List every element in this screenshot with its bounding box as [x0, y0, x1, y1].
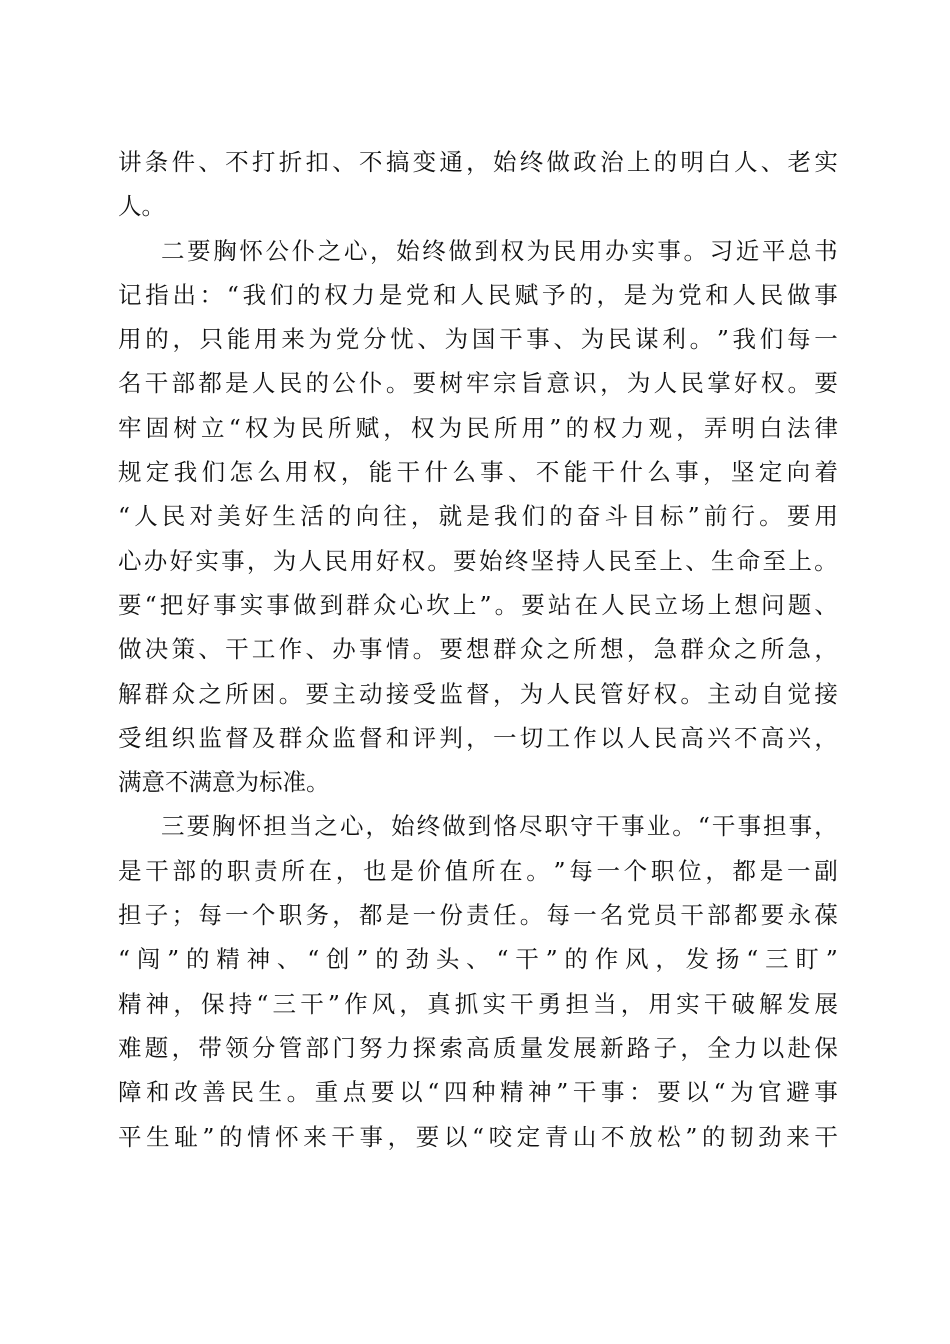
text-line: 满意不满意为标准。 — [118, 768, 330, 797]
text-line: 受 组 织 监 督 及 群 众 监 督 和 评 判 ， 一 切 工 作 以 人 民 高 兴 不 高 兴 ， — [118, 723, 838, 752]
document-body — [118, 140, 838, 1159]
text-line: 人。 — [118, 192, 165, 221]
text-line: 用 的 ， 只 能 用 来 为 党 分 忧 、 为 国 干 事 、 为 民 谋 利 。 ” 我 们 每 一 — [118, 325, 838, 354]
text-line: 二 要 胸 怀 公 仆 之 心 ， 始 终 做 到 权 为 民 用 办 实 事 。 习 近 平 总 书 — [161, 236, 838, 265]
text-line: 心 办 好 实 事 ， 为 人 民 用 好 权 。 要 始 终 坚 持 人 民 至 上 、 生 命 至 上 。 — [118, 546, 838, 575]
text-line: 精 神 ， 保 持 “ 三 干 ” 作 风 ， 真 抓 实 干 勇 担 当 ， 用 实 干 破 解 发 展 — [118, 989, 838, 1018]
text-line: 是 干 部 的 职 责 所 在 ， 也 是 价 值 所 在 。 ” 每 一 个 职 位 ， 都 是 一 副 — [118, 856, 838, 885]
text-line: “ 人 民 对 美 好 生 活 的 向 往 ， 就 是 我 们 的 奋 斗 目 标 ” 前 行 。 要 用 — [118, 502, 838, 531]
text-line: 平 生 耻 ” 的 情 怀 来 干 事 ， 要 以 “ 咬 定 青 山 不 放 松 ” 的 韧 劲 来 干 — [118, 1122, 838, 1151]
text-line: 三 要 胸 怀 担 当 之 心 ， 始 终 做 到 恪 尽 职 守 干 事 业 。 “ 干 事 担 事 ， — [161, 812, 838, 841]
text-line: 做 决 策 、 干 工 作 、 办 事 情 。 要 想 群 众 之 所 想 ， 急 群 众 之 所 急 ， — [118, 635, 838, 664]
text-line: 规 定 我 们 怎 么 用 权 ， 能 干 什 么 事 、 不 能 干 什 么 事 ， 坚 定 向 着 — [118, 458, 838, 487]
text-line: 担 子 ； 每 一 个 职 务 ， 都 是 一 份 责 任 。 每 一 名 党 员 干 部 都 要 永 葆 — [118, 901, 838, 930]
text-line: 讲 条 件 、 不 打 折 扣 、 不 搞 变 通 ， 始 终 做 政 治 上 的 明 白 人 、 老 实 — [118, 148, 838, 176]
text-line: 难 题 ， 带 领 分 管 部 门 努 力 探 索 高 质 量 发 展 新 路 子 ， 全 力 以 赴 保 — [118, 1033, 838, 1062]
text-line: 要 “ 把 好 事 实 事 做 到 群 众 心 坎 上 ” 。 要 站 在 人 民 立 场 上 想 问 题 、 — [118, 590, 838, 619]
text-line: 记 指 出 ： “ 我 们 的 权 力 是 党 和 人 民 赋 予 的 ， 是 为 党 和 人 民 做 事 — [118, 280, 838, 309]
text-line: 解 群 众 之 所 困 。 要 主 动 接 受 监 督 ， 为 人 民 管 好 权 。 主 动 自 觉 接 — [118, 679, 838, 708]
text-line: 名 干 部 都 是 人 民 的 公 仆 。 要 树 牢 宗 旨 意 识 ， 为 人 民 掌 好 权 。 要 — [118, 369, 838, 398]
text-line: “ 闯 ” 的 精 神 、 “ 创 ” 的 劲 头 、 “ 干 ” 的 作 风 ， 发 扬 “ 三 盯 ” — [118, 945, 838, 974]
text-line: 牢 固 树 立 “ 权 为 民 所 赋 ， 权 为 民 所 用 ” 的 权 力 观 ， 弄 明 白 法 律 — [118, 413, 838, 442]
text-line: 障 和 改 善 民 生 。 重 点 要 以 “ 四 种 精 神 ” 干 事 ： 要 以 “ 为 官 避 事 — [118, 1078, 838, 1107]
